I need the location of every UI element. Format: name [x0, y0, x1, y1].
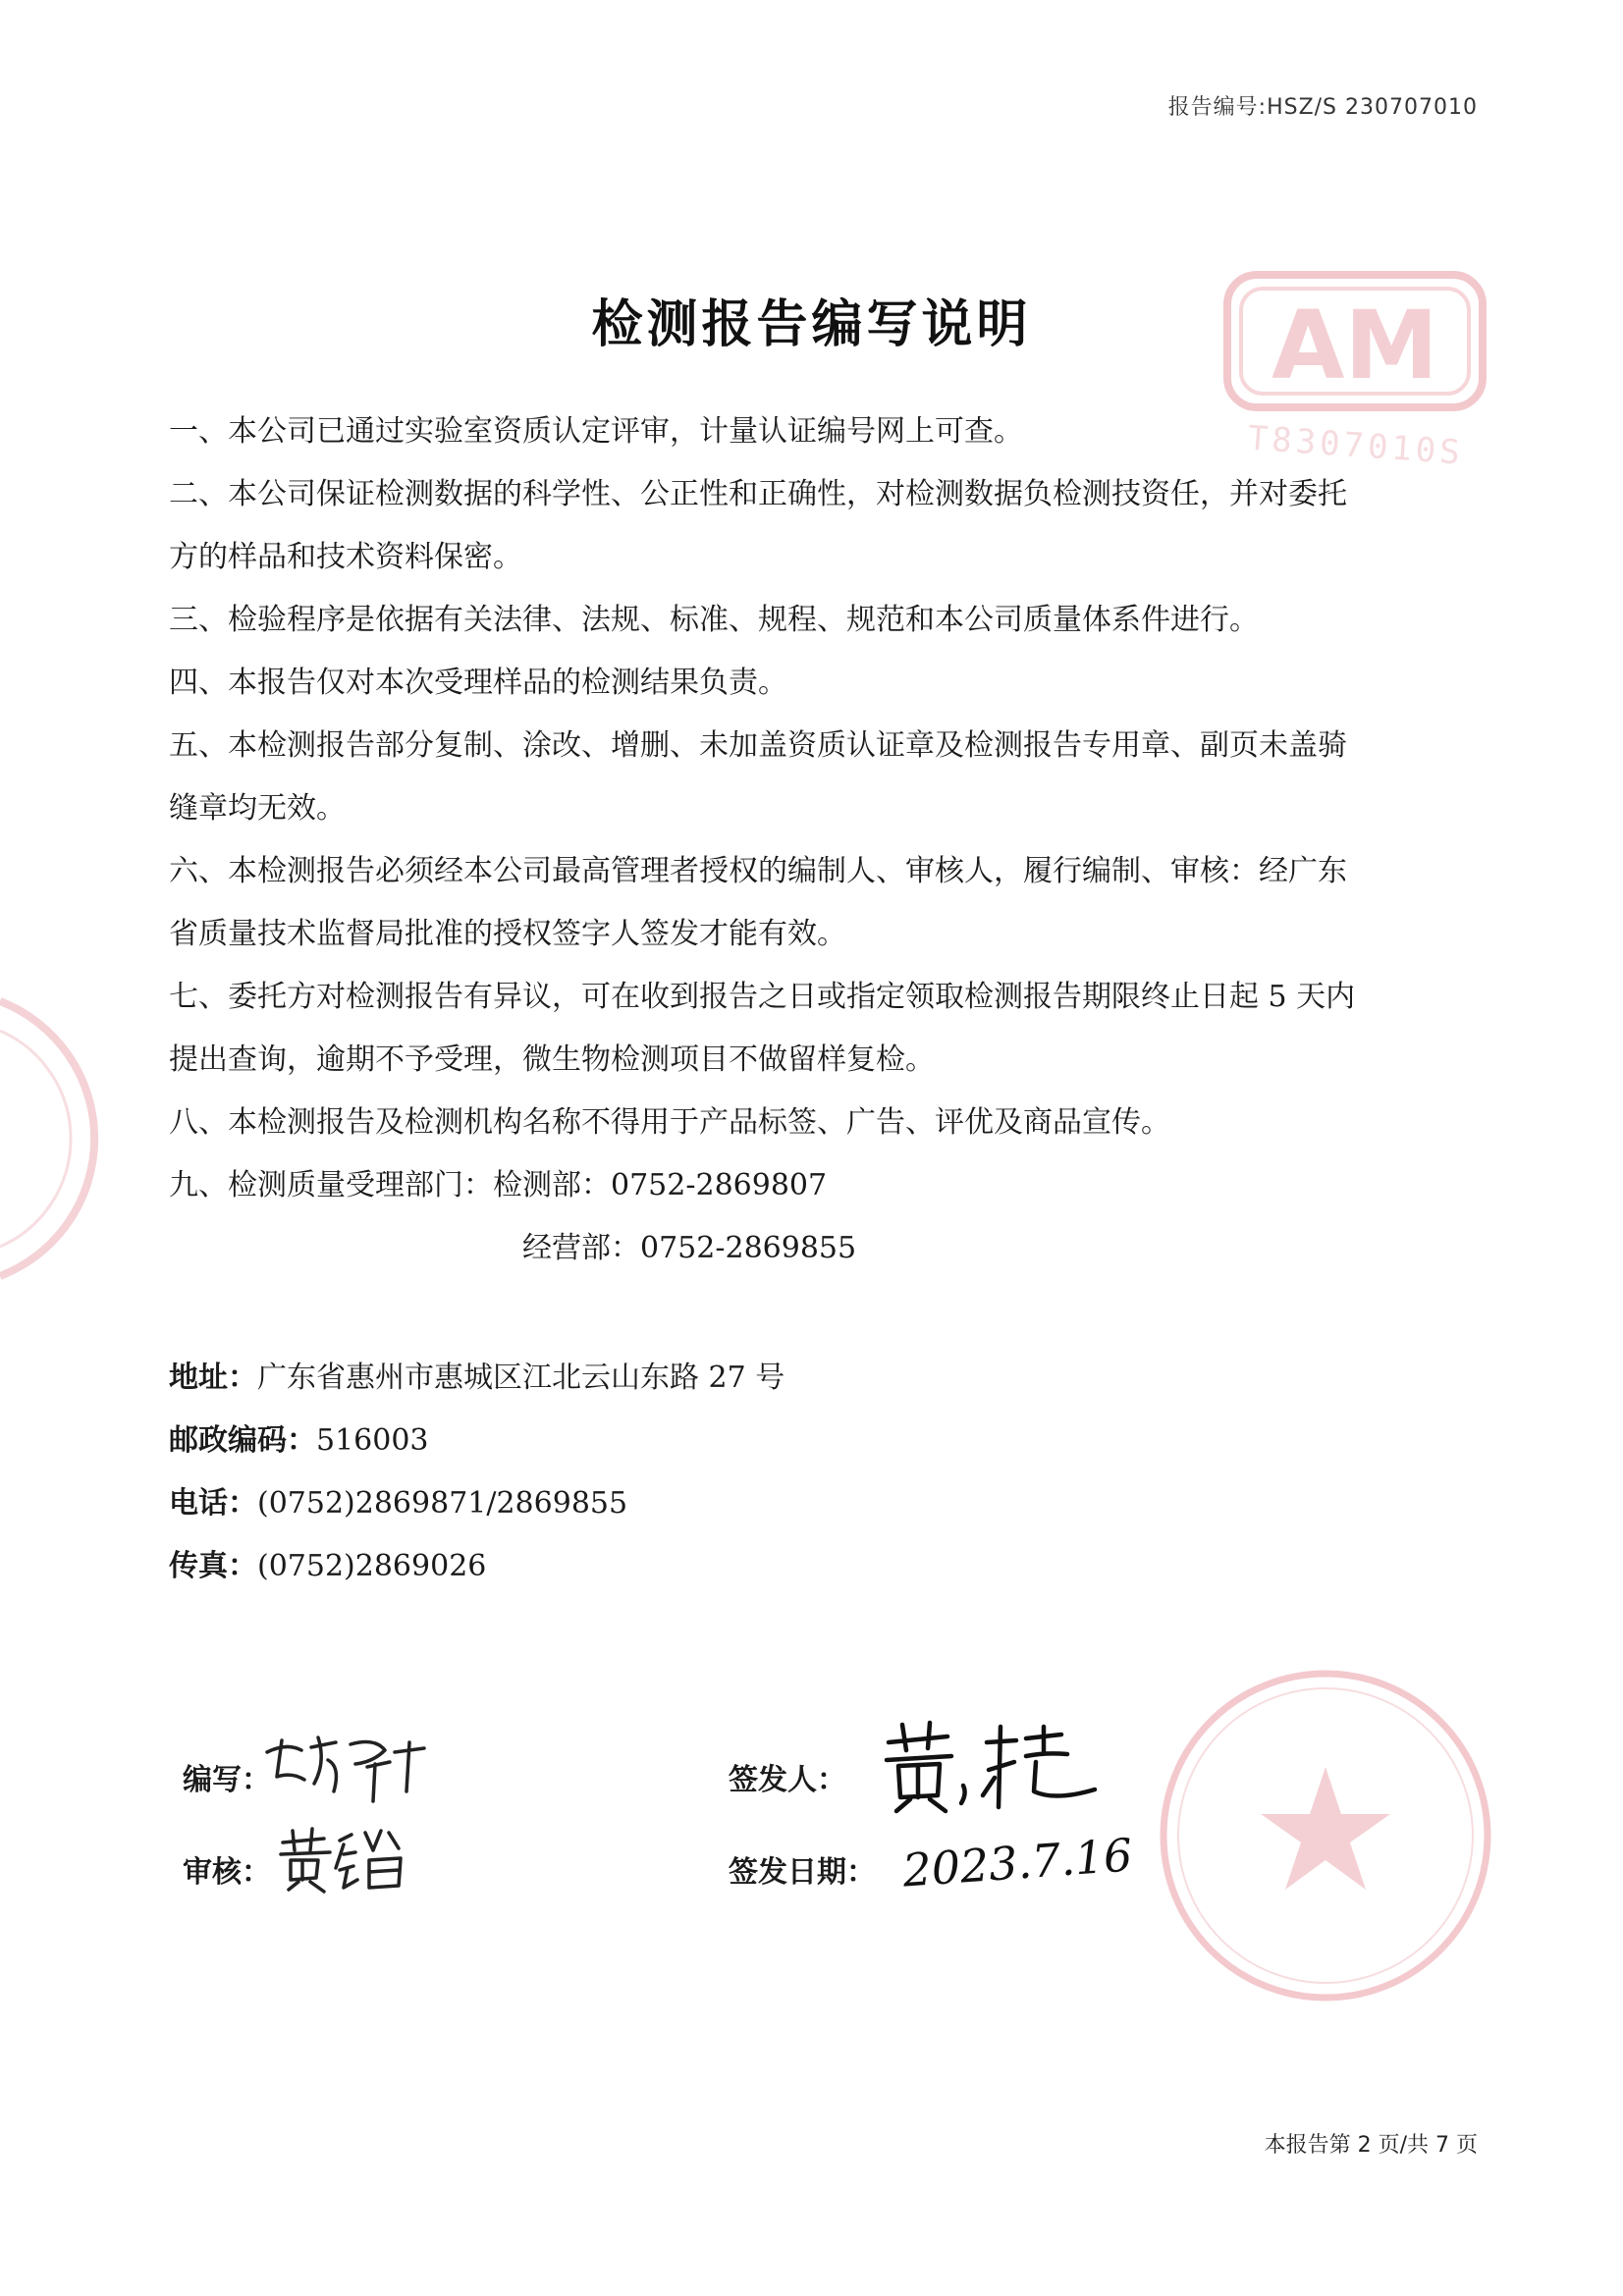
- fax-row: [169, 1535, 784, 1598]
- issue-date-handwritten: [898, 1821, 1134, 1899]
- svg-text:2023.7.16: 2023.7.16: [900, 1828, 1134, 1897]
- list-item: 省质量技术监督局批准的授权签字人签发才能有效。: [169, 917, 846, 951]
- postal-row: [169, 1410, 784, 1472]
- phone-label: 电话：: [169, 1486, 257, 1521]
- contact-info: [169, 1347, 784, 1598]
- page-title: 检测报告编写说明: [591, 295, 1032, 354]
- list-item: 二、本公司保证检测数据的科学性、公正性和正确性，对检测数据负检测技资任，并对委托: [169, 477, 1347, 511]
- list-item: 缝章均无效。: [169, 791, 346, 826]
- issue-date-label: 签发日期：: [729, 1855, 876, 1890]
- list-item: 五、本检测报告部分复制、涂改、增删、未加盖资质认证章及检测报告专用章、副页未盖骑: [169, 728, 1347, 763]
- list-item: 六、本检测报告必须经本公司最高管理者授权的编制人、审核人，履行编制、审核：经广东: [169, 854, 1347, 888]
- review-label: 审核：: [183, 1855, 271, 1890]
- postal-value: 516003: [316, 1423, 429, 1458]
- address-label: 地址：: [169, 1361, 257, 1395]
- fax-label: 传真：: [169, 1549, 257, 1583]
- list-item: 三、检验程序是依据有关法律、法规、标准、规程、规范和本公司质量体系件进行。: [169, 603, 1259, 637]
- report-number: 报告编号:HSZ/S 230707010: [1167, 95, 1478, 120]
- compiler-signature: [257, 1723, 434, 1811]
- list-item: 一、本公司已通过实验室资质认定评审，计量认证编号网上可查。: [169, 414, 1023, 449]
- phone-value: (0752)2869871/2869855: [257, 1486, 628, 1521]
- address-row: [169, 1347, 784, 1410]
- address-value: 广东省惠州市惠城区江北云山东路 27 号: [257, 1361, 785, 1395]
- list-item: 九、检测质量受理部门：检测部：0752-2869807: [169, 1168, 828, 1202]
- svg-text:T8307010S: T8307010S: [1246, 418, 1466, 473]
- fax-value: (0752)2869026: [257, 1549, 487, 1583]
- phone-row: [169, 1472, 784, 1535]
- stamp-logo-text: AM: [1271, 291, 1438, 400]
- list-item: 四、本报告仅对本次受理样品的检测结果负责。: [169, 666, 787, 700]
- instructions-list: [169, 400, 1485, 1280]
- compile-label: 编写：: [183, 1763, 271, 1797]
- seal-left-edge: [0, 982, 118, 1296]
- list-item: 提出查询，逾期不予受理，微生物检测项目不做留样复检。: [169, 1042, 935, 1077]
- list-item: 八、本检测报告及检测机构名称不得用于产品标签、广告、评优及商品宣传。: [169, 1105, 1170, 1140]
- issuer-label: 签发人：: [729, 1763, 846, 1797]
- list-item: 七、委托方对检测报告有异议，可在收到报告之日或指定领取检测报告期限终止日起 5 天内: [169, 980, 1356, 1014]
- postal-label: 邮政编码：: [169, 1423, 316, 1458]
- list-item-business-dept: 经营部：0752-2869855: [522, 1231, 857, 1265]
- list-item: 方的样品和技术资料保密。: [169, 540, 522, 574]
- reviewer-signature: [275, 1821, 412, 1899]
- page-number: 本报告第 2 页/共 7 页: [1264, 2133, 1478, 2158]
- issuer-signature: [879, 1713, 1105, 1821]
- official-seal: [1139, 1649, 1512, 2022]
